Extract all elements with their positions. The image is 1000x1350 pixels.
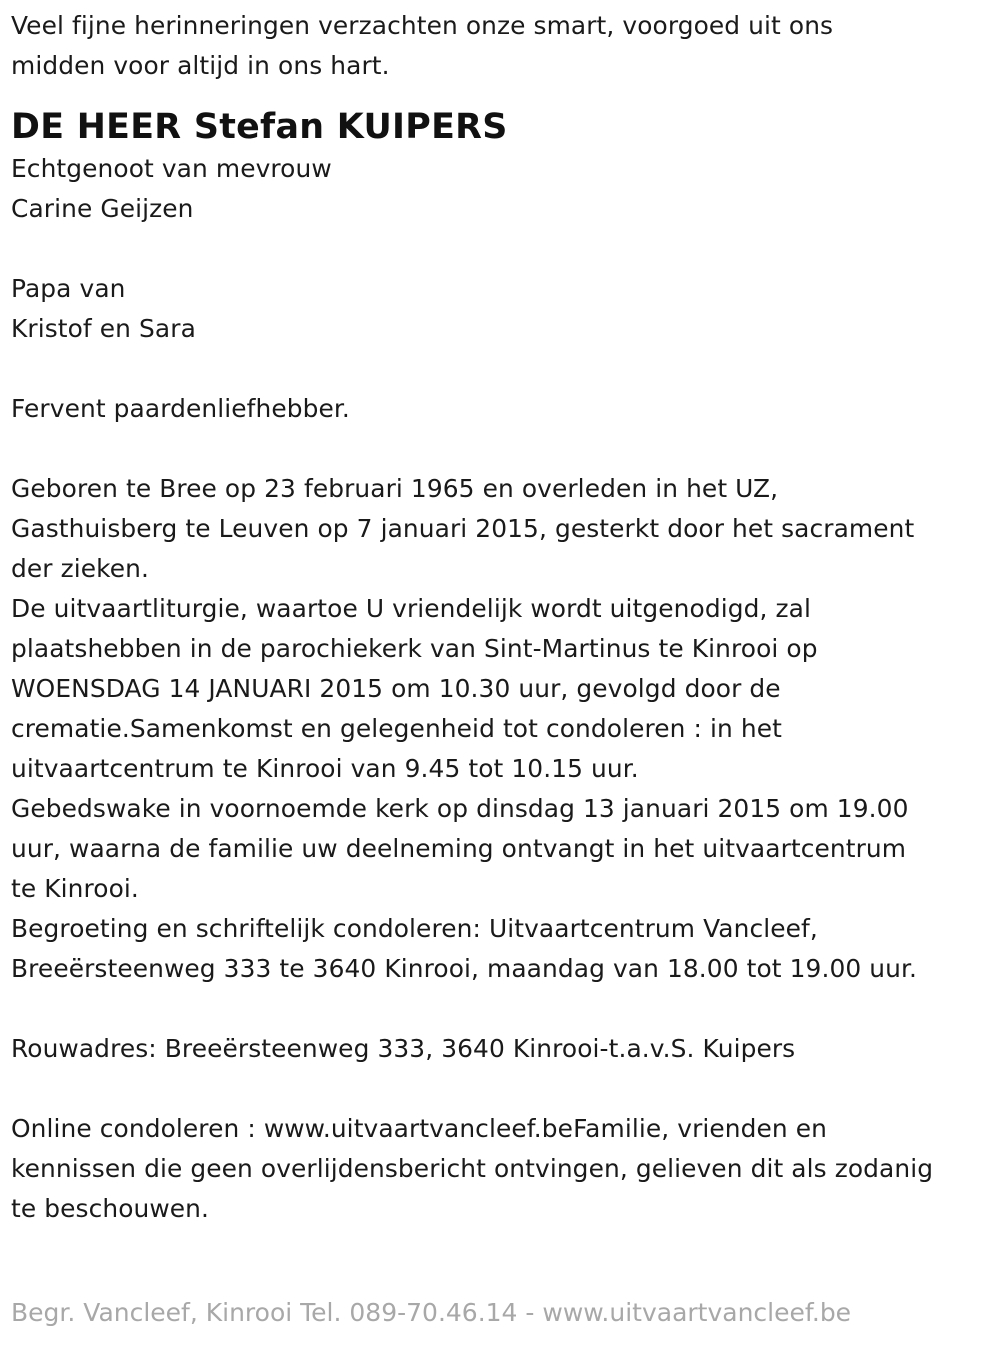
obituary-notice bbox=[11, 6, 991, 1229]
intro-line: midden voor altijd in ons hart. bbox=[11, 51, 390, 80]
details-line: uitvaartcentrum te Kinrooi van 9.45 tot 10.15 uur. bbox=[11, 754, 639, 783]
intro-verse bbox=[11, 6, 991, 86]
spacer bbox=[11, 1069, 991, 1109]
details-line: uur, waarna de familie uw deelneming ontvangt in het uitvaartcentrum bbox=[11, 834, 907, 863]
online-line: Online condoleren : www.uitvaartvancleef.beFamilie, vrienden en bbox=[11, 1114, 828, 1143]
spouse-line: Echtgenoot van mevrouw bbox=[11, 154, 332, 183]
details-line: De uitvaartliturgie, waartoe U vriendelijk wordt uitgenodigd, zal bbox=[11, 594, 811, 623]
details-block bbox=[11, 469, 991, 989]
details-line: crematie.Samenkomst en gelegenheid tot condoleren : in het bbox=[11, 714, 782, 743]
spacer bbox=[11, 989, 991, 1029]
spacer bbox=[11, 429, 991, 469]
children-line: Papa van bbox=[11, 274, 126, 303]
spacer bbox=[11, 229, 991, 269]
funeral-home-footer: Begr. Vancleef, Kinrooi Tel. 089-70.46.14 - www.uitvaartvancleef.be bbox=[11, 1298, 852, 1327]
details-line: der zieken. bbox=[11, 554, 150, 583]
online-line: te beschouwen. bbox=[11, 1194, 210, 1223]
details-line: Breeërsteenweg 333 te 3640 Kinrooi, maandag van 18.00 tot 19.00 uur. bbox=[11, 954, 918, 983]
details-line: plaatshebben in de parochiekerk van Sint-Martinus te Kinrooi op bbox=[11, 634, 818, 663]
details-line: Geboren te Bree op 23 februari 1965 en overleden in het UZ, bbox=[11, 474, 779, 503]
children-line: Kristof en Sara bbox=[11, 314, 196, 343]
details-line: te Kinrooi. bbox=[11, 874, 139, 903]
hobby-text: Fervent paardenliefhebber. bbox=[11, 394, 350, 423]
mourning-address: Rouwadres: Breeërsteenweg 333, 3640 Kinrooi-t.a.v.S. Kuipers bbox=[11, 1034, 796, 1063]
details-line: Gebedswake in voornoemde kerk op dinsdag 13 januari 2015 om 19.00 bbox=[11, 794, 909, 823]
spouse-block bbox=[11, 149, 991, 229]
online-condolence-block bbox=[11, 1109, 991, 1229]
spacer bbox=[11, 349, 991, 389]
deceased-name: DE HEER Stefan KUIPERS bbox=[11, 107, 508, 147]
children-block bbox=[11, 269, 991, 349]
details-line: Gasthuisberg te Leuven op 7 januari 2015, gesterkt door het sacrament bbox=[11, 514, 915, 543]
details-line: WOENSDAG 14 JANUARI 2015 om 10.30 uur, gevolgd door de bbox=[11, 674, 781, 703]
details-line: Begroeting en schriftelijk condoleren: Uitvaartcentrum Vancleef, bbox=[11, 914, 818, 943]
intro-line: Veel fijne herinneringen verzachten onze smart, voorgoed uit ons bbox=[11, 11, 834, 40]
online-line: kennissen die geen overlijdensbericht ontvingen, gelieven dit als zodanig bbox=[11, 1154, 934, 1183]
spouse-line: Carine Geijzen bbox=[11, 194, 194, 223]
